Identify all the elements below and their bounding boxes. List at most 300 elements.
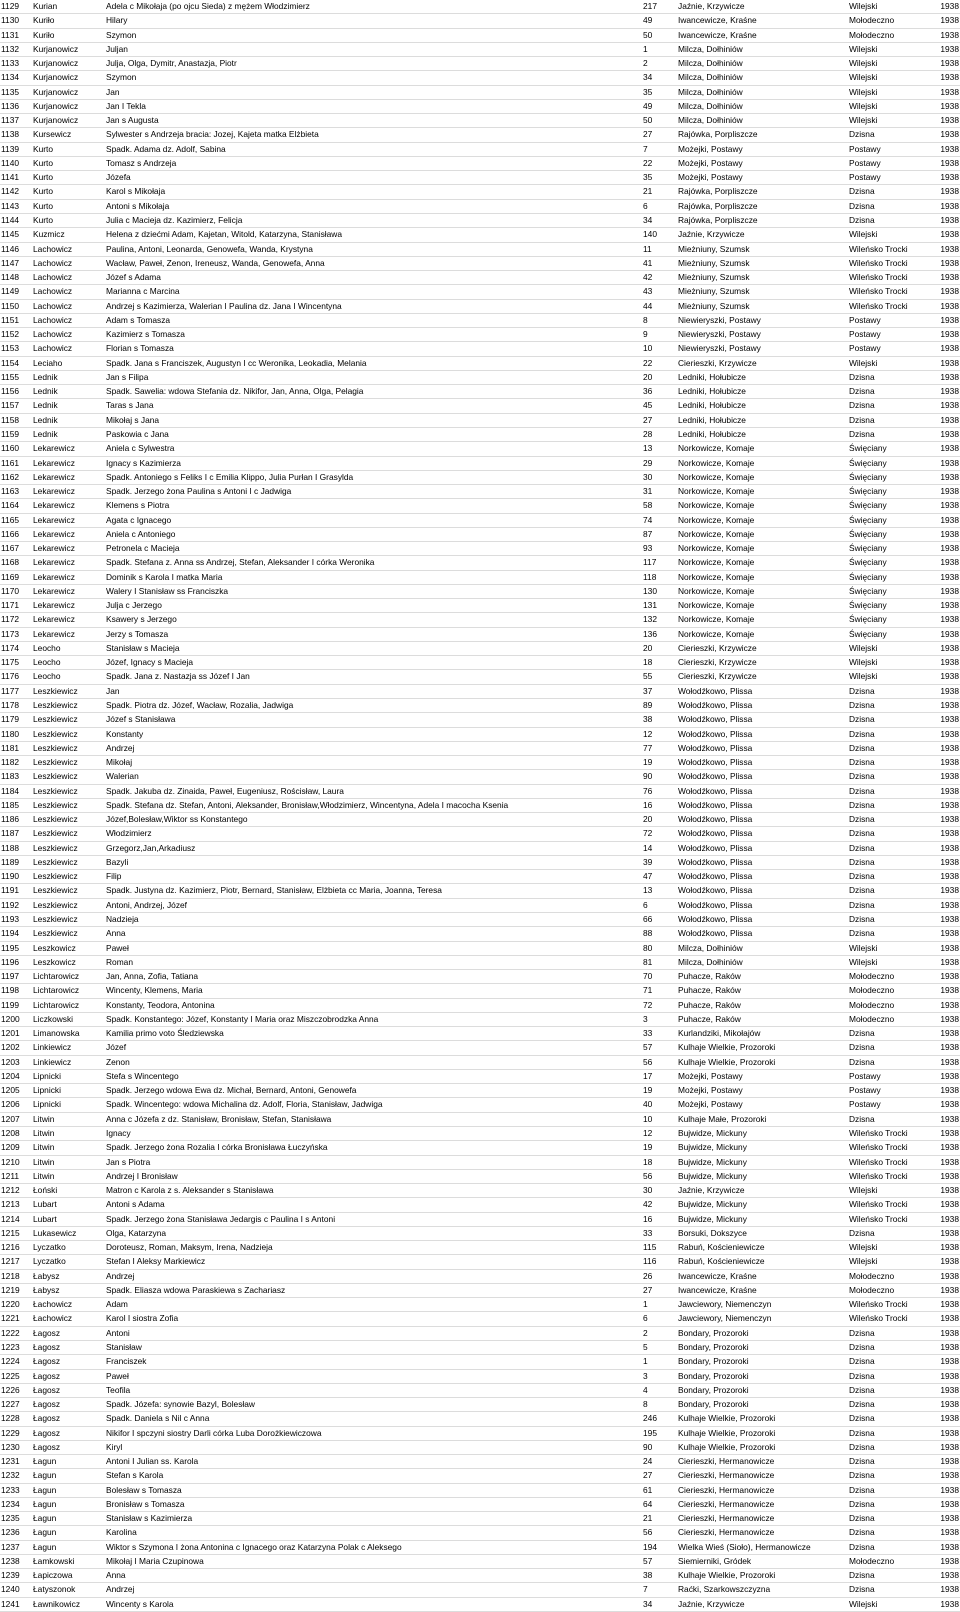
year-cell: 1938	[929, 57, 960, 71]
surname-cell: Leciaho	[33, 356, 106, 370]
house-number-cell: 70	[643, 970, 678, 984]
record-number-cell: 1204	[0, 1069, 33, 1083]
table-row	[0, 1041, 960, 1055]
table-row	[0, 513, 960, 527]
table-row	[0, 627, 960, 641]
district-cell: Wileńsko Trocki	[849, 1212, 929, 1226]
record-number-cell: 1185	[0, 798, 33, 812]
table-row	[0, 1298, 960, 1312]
year-cell: 1938	[929, 1440, 960, 1454]
persons-cell: Anna	[106, 1569, 643, 1583]
district-cell: Postawy	[849, 1084, 929, 1098]
table-row	[0, 813, 960, 827]
persons-cell: Matron c Karola z s. Aleksander s Stanisława	[106, 1184, 643, 1198]
house-number-cell: 57	[643, 1041, 678, 1055]
house-number-cell: 6	[643, 1312, 678, 1326]
surname-cell: Kuriło	[33, 28, 106, 42]
table-row	[0, 1169, 960, 1183]
year-cell: 1938	[929, 1155, 960, 1169]
persons-cell: Stanisław s Macieja	[106, 641, 643, 655]
record-number-cell: 1171	[0, 599, 33, 613]
table-row	[0, 1255, 960, 1269]
record-number-cell: 1220	[0, 1298, 33, 1312]
persons-cell: Agata c Ignacego	[106, 513, 643, 527]
house-number-cell: 34	[643, 213, 678, 227]
location-cell: Norkowicze, Komaje	[678, 470, 849, 484]
district-cell: Postawy	[849, 1098, 929, 1112]
district-cell: Dzisna	[849, 199, 929, 213]
record-number-cell: 1214	[0, 1212, 33, 1226]
surname-cell: Lachowicz	[33, 285, 106, 299]
year-cell: 1938	[929, 1084, 960, 1098]
table-row	[0, 1326, 960, 1340]
year-cell: 1938	[929, 841, 960, 855]
year-cell: 1938	[929, 413, 960, 427]
persons-cell: Spadk. Stefana dz. Stefan, Antoni, Aleksander, Bronisław,Włodzimierz, Wincentyna, Adela I macocha Ksenia	[106, 798, 643, 812]
table-row	[0, 1412, 960, 1426]
surname-cell: Lekarewicz	[33, 442, 106, 456]
persons-cell: Kamilia primo voto Śledziewska	[106, 1027, 643, 1041]
table-row	[0, 1012, 960, 1026]
persons-cell: Mikołaj I Maria Czupinowa	[106, 1554, 643, 1568]
year-cell: 1938	[929, 984, 960, 998]
persons-cell: Józefa	[106, 171, 643, 185]
record-number-cell: 1229	[0, 1426, 33, 1440]
house-number-cell: 8	[643, 1398, 678, 1412]
surname-cell: Lichtarowicz	[33, 984, 106, 998]
surname-cell: Lekarewicz	[33, 556, 106, 570]
house-number-cell: 56	[643, 1169, 678, 1183]
record-number-cell: 1215	[0, 1226, 33, 1240]
record-number-cell: 1134	[0, 71, 33, 85]
persons-cell: Andrzej	[106, 741, 643, 755]
surname-cell: Litwin	[33, 1126, 106, 1140]
year-cell: 1938	[929, 1055, 960, 1069]
district-cell: Dzisna	[849, 1112, 929, 1126]
location-cell: Ledniki, Hołubicze	[678, 399, 849, 413]
district-cell: Dzisna	[849, 1569, 929, 1583]
year-cell: 1938	[929, 1098, 960, 1112]
surname-cell: Łabysz	[33, 1269, 106, 1283]
record-number-cell: 1236	[0, 1526, 33, 1540]
year-cell: 1938	[929, 656, 960, 670]
year-cell: 1938	[929, 784, 960, 798]
surname-cell: Leocho	[33, 656, 106, 670]
house-number-cell: 19	[643, 1141, 678, 1155]
table-row	[0, 1027, 960, 1041]
district-cell: Wilejski	[849, 1241, 929, 1255]
record-number-cell: 1202	[0, 1041, 33, 1055]
surname-cell: Lekarewicz	[33, 499, 106, 513]
surname-cell: Leszkiewicz	[33, 713, 106, 727]
persons-cell: Andrzej s Kazimierza, Walerian I Paulina dz. Jana I Wincentyna	[106, 299, 643, 313]
record-number-cell: 1151	[0, 313, 33, 327]
year-cell: 1938	[929, 342, 960, 356]
persons-cell: Spadk. Jerzego żona Paulina s Antoni I c Jadwiga	[106, 485, 643, 499]
location-cell: Kulhaje Wielkie, Prozoroki	[678, 1055, 849, 1069]
district-cell: Wileńsko Trocki	[849, 256, 929, 270]
persons-cell: Wincenty s Karola	[106, 1597, 643, 1611]
house-number-cell: 2	[643, 1326, 678, 1340]
record-number-cell: 1174	[0, 641, 33, 655]
record-number-cell: 1197	[0, 970, 33, 984]
surname-cell: Łagosz	[33, 1412, 106, 1426]
record-number-cell: 1150	[0, 299, 33, 313]
house-number-cell: 42	[643, 271, 678, 285]
persons-cell: Andrzej I Bronisław	[106, 1169, 643, 1183]
surname-cell: Kurian	[33, 0, 106, 14]
district-cell: Postawy	[849, 142, 929, 156]
record-number-cell: 1142	[0, 185, 33, 199]
table-row	[0, 114, 960, 128]
year-cell: 1938	[929, 613, 960, 627]
year-cell: 1938	[929, 770, 960, 784]
district-cell: Dzisna	[849, 1440, 929, 1454]
table-row	[0, 1141, 960, 1155]
house-number-cell: 12	[643, 1126, 678, 1140]
record-number-cell: 1169	[0, 570, 33, 584]
table-row	[0, 385, 960, 399]
year-cell: 1938	[929, 584, 960, 598]
record-number-cell: 1130	[0, 14, 33, 28]
district-cell: Dzisna	[849, 870, 929, 884]
district-cell: Święciany	[849, 527, 929, 541]
persons-cell: Walerian	[106, 770, 643, 784]
year-cell: 1938	[929, 71, 960, 85]
record-number-cell: 1237	[0, 1540, 33, 1554]
location-cell: Cierieszki, Krzywicze	[678, 656, 849, 670]
house-number-cell: 18	[643, 656, 678, 670]
table-row	[0, 570, 960, 584]
record-number-cell: 1199	[0, 998, 33, 1012]
surname-cell: Kursewicz	[33, 128, 106, 142]
persons-cell: Adam	[106, 1298, 643, 1312]
district-cell: Wileńsko Trocki	[849, 1298, 929, 1312]
table-row	[0, 841, 960, 855]
table-row	[0, 156, 960, 170]
persons-cell: Julia c Macieja dz. Kazimierz, Felicja	[106, 213, 643, 227]
surname-cell: Lubart	[33, 1212, 106, 1226]
surname-cell: Lekarewicz	[33, 627, 106, 641]
table-row	[0, 185, 960, 199]
surname-cell: Kurto	[33, 156, 106, 170]
record-number-cell: 1145	[0, 228, 33, 242]
record-number-cell: 1141	[0, 171, 33, 185]
year-cell: 1938	[929, 1455, 960, 1469]
persons-cell: Jan, Anna, Zofia, Tatiana	[106, 970, 643, 984]
year-cell: 1938	[929, 1041, 960, 1055]
persons-cell: Karolina	[106, 1526, 643, 1540]
location-cell: Norkowicze, Komaje	[678, 485, 849, 499]
house-number-cell: 217	[643, 0, 678, 14]
persons-cell: Spadk. Jerzego żona Stanisława Jedargis c Paulina I s Antoni	[106, 1212, 643, 1226]
district-cell: Dzisna	[849, 1583, 929, 1597]
year-cell: 1938	[929, 99, 960, 113]
year-cell: 1938	[929, 713, 960, 727]
year-cell: 1938	[929, 855, 960, 869]
district-cell: Dzisna	[849, 784, 929, 798]
persons-cell: Spadk. Józefa: synowie Bazyl, Bolesław	[106, 1398, 643, 1412]
persons-cell: Karol I siostra Zofia	[106, 1312, 643, 1326]
year-cell: 1938	[929, 1126, 960, 1140]
surname-cell: Lachowicz	[33, 342, 106, 356]
year-cell: 1938	[929, 470, 960, 484]
location-cell: Norkowicze, Komaje	[678, 513, 849, 527]
location-cell: Wołodźkowo, Plissa	[678, 870, 849, 884]
surname-cell: Lichtarowicz	[33, 998, 106, 1012]
surname-cell: Łagun	[33, 1540, 106, 1554]
table-row	[0, 1512, 960, 1526]
house-number-cell: 6	[643, 199, 678, 213]
location-cell: Możejki, Postawy	[678, 1084, 849, 1098]
location-cell: Norkowicze, Komaje	[678, 627, 849, 641]
district-cell: Święciany	[849, 513, 929, 527]
record-number-cell: 1195	[0, 941, 33, 955]
table-row	[0, 1312, 960, 1326]
record-number-cell: 1239	[0, 1569, 33, 1583]
table-row	[0, 1483, 960, 1497]
persons-cell: Józef s Stanisława	[106, 713, 643, 727]
district-cell: Wilejski	[849, 42, 929, 56]
district-cell: Postawy	[849, 171, 929, 185]
house-number-cell: 16	[643, 1212, 678, 1226]
year-cell: 1938	[929, 1554, 960, 1568]
record-number-cell: 1233	[0, 1483, 33, 1497]
table-row	[0, 1455, 960, 1469]
table-row	[0, 656, 960, 670]
persons-cell: Klemens s Piotra	[106, 499, 643, 513]
house-number-cell: 64	[643, 1497, 678, 1511]
table-row	[0, 699, 960, 713]
location-cell: Możejki, Postawy	[678, 142, 849, 156]
record-number-cell: 1193	[0, 913, 33, 927]
house-number-cell: 30	[643, 1184, 678, 1198]
surname-cell: Leszkowicz	[33, 955, 106, 969]
persons-cell: Konstanty	[106, 727, 643, 741]
persons-cell: Szymon	[106, 28, 643, 42]
house-number-cell: 49	[643, 14, 678, 28]
persons-cell: Adela c Mikołaja (po ojcu Sieda) z mężem Włodzimierz	[106, 0, 643, 14]
location-cell: Jaźnie, Krzywicze	[678, 1597, 849, 1611]
location-cell: Milcza, Dołhiniów	[678, 42, 849, 56]
year-cell: 1938	[929, 927, 960, 941]
surname-cell: Leszkiewicz	[33, 798, 106, 812]
persons-cell: Dominik s Karola I matka Maria	[106, 570, 643, 584]
district-cell: Dzisna	[849, 1027, 929, 1041]
location-cell: Milcza, Dołhiniów	[678, 71, 849, 85]
persons-cell: Bronisław s Tomasza	[106, 1497, 643, 1511]
house-number-cell: 2	[643, 57, 678, 71]
table-row	[0, 71, 960, 85]
year-cell: 1938	[929, 171, 960, 185]
surname-cell: Lekarewicz	[33, 542, 106, 556]
persons-cell: Nadzieja	[106, 913, 643, 927]
record-number-cell: 1241	[0, 1597, 33, 1611]
location-cell: Raćki, Szarkowszczyzna	[678, 1583, 849, 1597]
surname-cell: Lipnicki	[33, 1069, 106, 1083]
table-row	[0, 727, 960, 741]
district-cell: Wilejski	[849, 114, 929, 128]
record-number-cell: 1180	[0, 727, 33, 741]
house-number-cell: 34	[643, 71, 678, 85]
table-row	[0, 1469, 960, 1483]
table-row	[0, 271, 960, 285]
table-row	[0, 1283, 960, 1297]
year-cell: 1938	[929, 1312, 960, 1326]
table-row	[0, 941, 960, 955]
persons-cell: Antoni I Julian ss. Karola	[106, 1455, 643, 1469]
table-row	[0, 1098, 960, 1112]
house-number-cell: 19	[643, 1084, 678, 1098]
surname-cell: Łagun	[33, 1497, 106, 1511]
house-number-cell: 130	[643, 584, 678, 598]
district-cell: Dzisna	[849, 713, 929, 727]
surname-cell: Litwin	[33, 1169, 106, 1183]
table-row	[0, 85, 960, 99]
year-cell: 1938	[929, 1426, 960, 1440]
record-number-cell: 1205	[0, 1084, 33, 1098]
table-row	[0, 356, 960, 370]
table-row	[0, 442, 960, 456]
house-number-cell: 26	[643, 1269, 678, 1283]
persons-cell: Julja, Olga, Dymitr, Anastazja, Piotr	[106, 57, 643, 71]
record-number-cell: 1146	[0, 242, 33, 256]
table-row	[0, 1126, 960, 1140]
record-number-cell: 1206	[0, 1098, 33, 1112]
record-number-cell: 1226	[0, 1383, 33, 1397]
surname-cell: Łamkowski	[33, 1554, 106, 1568]
surname-cell: Leszkiewicz	[33, 927, 106, 941]
location-cell: Iwancewicze, Kraśne	[678, 14, 849, 28]
district-cell: Dzisna	[849, 1540, 929, 1554]
location-cell: Jaźnie, Krzywicze	[678, 228, 849, 242]
record-number-cell: 1209	[0, 1141, 33, 1155]
house-number-cell: 49	[643, 99, 678, 113]
record-number-cell: 1131	[0, 28, 33, 42]
house-number-cell: 20	[643, 641, 678, 655]
house-number-cell: 87	[643, 527, 678, 541]
surname-cell: Lyczatko	[33, 1255, 106, 1269]
location-cell: Cierieszki, Hermanowicze	[678, 1526, 849, 1540]
location-cell: Mieżniuny, Szumsk	[678, 242, 849, 256]
location-cell: Iwancewicze, Kraśne	[678, 28, 849, 42]
house-number-cell: 90	[643, 770, 678, 784]
surname-cell: Kurjanowicz	[33, 57, 106, 71]
year-cell: 1938	[929, 85, 960, 99]
year-cell: 1938	[929, 1497, 960, 1511]
year-cell: 1938	[929, 427, 960, 441]
persons-cell: Szymon	[106, 71, 643, 85]
district-cell: Dzisna	[849, 884, 929, 898]
record-number-cell: 1232	[0, 1469, 33, 1483]
record-number-cell: 1144	[0, 213, 33, 227]
location-cell: Wołodźkowo, Plissa	[678, 855, 849, 869]
record-number-cell: 1207	[0, 1112, 33, 1126]
district-cell: Dzisna	[849, 927, 929, 941]
persons-cell: Konstanty, Teodora, Antonina	[106, 998, 643, 1012]
surname-cell: Lukasewicz	[33, 1226, 106, 1240]
year-cell: 1938	[929, 1483, 960, 1497]
house-number-cell: 29	[643, 456, 678, 470]
district-cell: Święciany	[849, 542, 929, 556]
table-row	[0, 684, 960, 698]
persons-cell: Marianna c Marcina	[106, 285, 643, 299]
district-cell: Dzisna	[849, 185, 929, 199]
table-row	[0, 756, 960, 770]
table-row	[0, 42, 960, 56]
house-number-cell: 50	[643, 114, 678, 128]
record-number-cell: 1219	[0, 1283, 33, 1297]
table-row	[0, 499, 960, 513]
surname-cell: Leszkiewicz	[33, 884, 106, 898]
record-number-cell: 1166	[0, 527, 33, 541]
location-cell: Bondary, Prozoroki	[678, 1398, 849, 1412]
location-cell: Cierieszki, Hermanowicze	[678, 1512, 849, 1526]
table-row	[0, 328, 960, 342]
table-row	[0, 485, 960, 499]
table-row	[0, 1055, 960, 1069]
house-number-cell: 35	[643, 85, 678, 99]
district-cell: Mołodeczno	[849, 1012, 929, 1026]
location-cell: Milcza, Dołhiniów	[678, 57, 849, 71]
record-number-cell: 1230	[0, 1440, 33, 1454]
district-cell: Dzisna	[849, 1469, 929, 1483]
year-cell: 1938	[929, 756, 960, 770]
house-number-cell: 58	[643, 499, 678, 513]
house-number-cell: 131	[643, 599, 678, 613]
district-cell: Dzisna	[849, 1483, 929, 1497]
table-row	[0, 599, 960, 613]
record-number-cell: 1135	[0, 85, 33, 99]
persons-cell: Antoni, Andrzej, Józef	[106, 898, 643, 912]
surname-cell: Leszkiewicz	[33, 855, 106, 869]
persons-cell: Spadk. Konstantego: Józef, Konstanty I Maria oraz Miszczobrodzka Anna	[106, 1012, 643, 1026]
district-cell: Wilejski	[849, 955, 929, 969]
district-cell: Dzisna	[849, 370, 929, 384]
table-row	[0, 970, 960, 984]
surname-cell: Leocho	[33, 670, 106, 684]
year-cell: 1938	[929, 1540, 960, 1554]
district-cell: Dzisna	[849, 699, 929, 713]
location-cell: Mieżniuny, Szumsk	[678, 299, 849, 313]
surname-cell: Kurjanowicz	[33, 114, 106, 128]
persons-cell: Olga, Katarzyna	[106, 1226, 643, 1240]
record-number-cell: 1178	[0, 699, 33, 713]
location-cell: Wołodźkowo, Plissa	[678, 770, 849, 784]
year-cell: 1938	[929, 1569, 960, 1583]
district-cell: Dzisna	[849, 128, 929, 142]
year-cell: 1938	[929, 142, 960, 156]
persons-cell: Anna	[106, 927, 643, 941]
table-row	[0, 0, 960, 14]
district-cell: Wilejski	[849, 656, 929, 670]
year-cell: 1938	[929, 242, 960, 256]
surname-cell: Ławnikowicz	[33, 1597, 106, 1611]
year-cell: 1938	[929, 385, 960, 399]
district-cell: Dzisna	[849, 756, 929, 770]
record-number-cell: 1168	[0, 556, 33, 570]
year-cell: 1938	[929, 741, 960, 755]
house-number-cell: 45	[643, 399, 678, 413]
year-cell: 1938	[929, 299, 960, 313]
location-cell: Milcza, Dołhiniów	[678, 955, 849, 969]
persons-cell: Walery I Stanisław ss Franciszka	[106, 584, 643, 598]
surname-cell: Łachowicz	[33, 1312, 106, 1326]
surname-cell: Leszkiewicz	[33, 741, 106, 755]
location-cell: Kulhaje Wielkie, Prozoroki	[678, 1426, 849, 1440]
persons-cell: Andrzej	[106, 1583, 643, 1597]
district-cell: Dzisna	[849, 1369, 929, 1383]
